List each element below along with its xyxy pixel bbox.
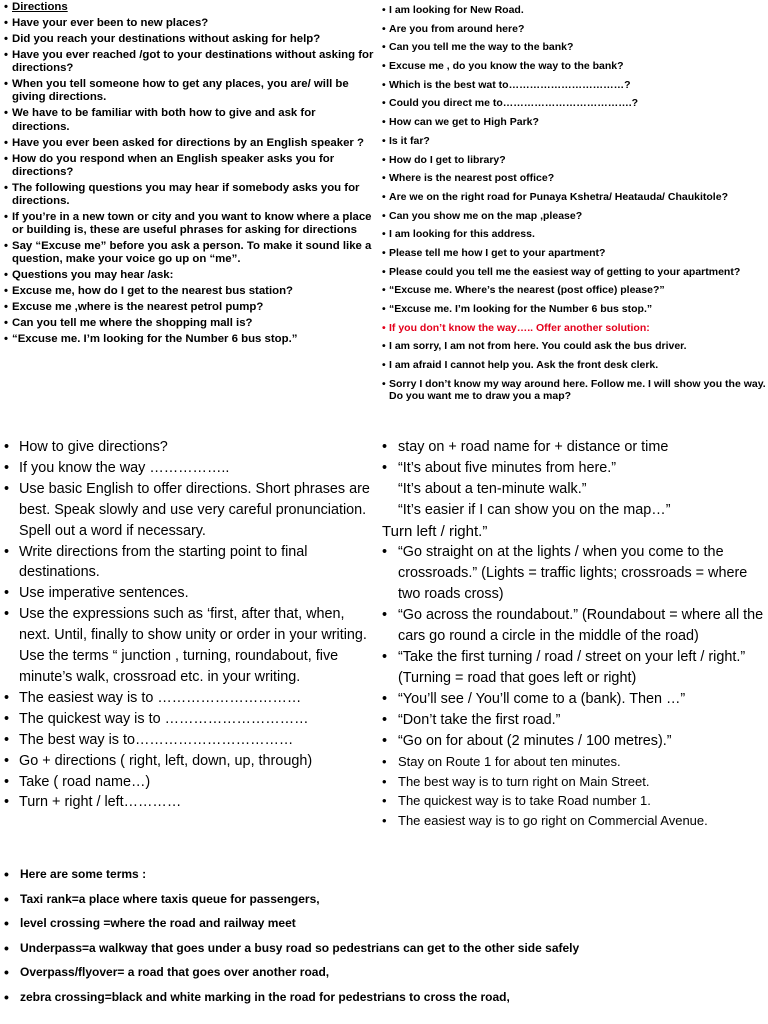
list-item: • The easiest way is to go right on Commercial Avenue. [382,811,766,831]
section-title: • Directions [4,1,376,14]
list-item: • If you know the way …………….. [4,458,376,479]
list-item: • Sorry I don’t know my way around here. Follow me. I will show you the way. Do you want me to draw you a map? [382,378,766,403]
list-item: • Use the expressions such as ‘first, after that, when, next. Until, finally to show unity or order in your writing. Use the terms “ junction , turning, roundabout, five minute’s walk, crossroad etc. in your writing. [4,604,376,688]
list-item: • Excuse me ,where is the nearest petrol pump? [4,301,376,314]
list-item: • “Go on for about (2 minutes / 100 metres).” [382,731,766,752]
list-item: • Please tell me how I get to your apartment? [382,247,766,260]
list-item: • Did you reach your destinations without asking for help? [4,33,376,46]
list-item: • Please could you tell me the easiest way of getting to your apartment? [382,266,766,279]
terms-panel [4,867,768,1014]
list-heading: Turn left / right.” [382,523,488,540]
list-item: • Can you tell me where the shopping mall is? [4,317,376,330]
list-item: • The easiest way is to ………………………… [4,688,376,709]
list-item: • When you tell someone how to get any places, you are/ will be giving directions. [4,78,376,104]
list-item: • Are we on the right road for Punaya Kshetra/ Heatauda/ Chaukitole? [382,191,766,204]
list-item: • “Excuse me. I’m looking for the Number 6 bus stop.” [4,333,376,346]
list-item: • I am sorry, I am not from here. You could ask the bus driver. [382,340,766,353]
list-item: • stay on + road name for + distance or time [382,437,766,458]
list-item: • The quickest way is to ………………………… [4,709,376,730]
list-item: • “Excuse me. I’m looking for the Number 6 bus stop.” [382,303,766,316]
list-item: • How do you respond when an English speaker asks you for directions? [4,153,376,179]
list-item: • Go + directions ( right, left, down, up, through) [4,751,376,772]
list-item: • Use imperative sentences. [4,583,376,604]
list-item: • Say “Excuse me” before you ask a person. To make it sound like a question, make your voice go up on “me”. [4,240,376,266]
list-item: “It’s about a ten-minute walk.” [398,481,587,497]
list-item: • The quickest way is to take Road number 1. [382,791,766,811]
list-item: • If you’re in a new town or city and you want to know where a place or building is, these are useful phrases for asking for directions [4,211,376,237]
list-item: • Excuse me, how do I get to the nearest bus station? [4,285,376,298]
list-item: • Questions you may hear /ask: [4,269,376,282]
list-item: • How to give directions? [4,437,376,458]
list-item: • Are you from around here? [382,23,766,36]
list-item: • “Excuse me. Where’s the nearest (post office) please?” [382,284,766,297]
list-item: • The following questions you may hear if somebody asks you for directions. [4,182,376,208]
list-item: • Take ( road name…) [4,772,376,793]
list-item: • We have to be familiar with both how to give and ask for directions. [4,107,376,133]
list-item: • Is it far? [382,135,766,148]
list-item: • Turn + right / left………… [4,792,376,813]
direction-phrases-panel [382,437,766,830]
list-item: • I am afraid I cannot help you. Ask the front desk clerk. [382,359,766,372]
direction-questions-panel [382,4,766,409]
list-item: • How can we get to High Park? [382,116,766,129]
list-item: • Stay on Route 1 for about ten minutes. [382,752,766,772]
list-item: • Taxi rank=a place where taxis queue for passengers, [4,892,768,906]
list-item: • Could you direct me to……………………………….? [382,97,766,110]
list-item: • Where is the nearest post office? [382,172,766,185]
list-item: • zebra crossing=black and white marking in the road for pedestrians to cross the road, [4,990,768,1004]
list-item: • “Don’t take the first road.” [382,710,766,731]
list-item: • I am looking for New Road. [382,4,766,17]
asking-directions-panel [4,1,376,349]
list-item: • I am looking for this address. [382,228,766,241]
list-item: “It’s easier if I can show you on the map…” [398,502,671,518]
list-item: • Have you ever been asked for directions by an English speaker ? [4,137,376,150]
list-item: • “Take the first turning / road / street on your left / right.” (Turning = road that goes left or right) [382,647,766,689]
list-item: • Underpass=a walkway that goes under a busy road so pedestrians can get to the other side safely [4,941,768,955]
list-item: • The best way is to turn right on Main Street. [382,772,766,792]
list-item: • Which is the best wat to……………………………? [382,79,766,92]
list-item: • The best way is to…………………………… [4,730,376,751]
list-item: • Here are some terms : [4,867,768,881]
list-item: • Excuse me , do you know the way to the bank? [382,60,766,73]
list-item: • “Go across the roundabout.” (Roundabout = where all the cars go round a circle in the middle of the road) [382,605,766,647]
list-item: • Have your ever been to new places? [4,17,376,30]
list-item: • Can you show me on the map ,please? [382,210,766,223]
giving-directions-panel [4,437,376,813]
list-item: • “Go straight on at the lights / when you come to the crossroads.” (Lights = traffic lights; crossroads = where two roads cross) [382,542,766,605]
list-item: • “It’s about five minutes from here.” [382,458,766,479]
list-item: • How do I get to library? [382,154,766,167]
list-item: • Overpass/flyover= a road that goes over another road, [4,965,768,979]
list-item: • Use basic English to offer directions. Short phrases are best. Speak slowly and use very careful pronunciation. Spell out a word if necessary. [4,479,376,542]
list-item: • Can you tell me the way to the bank? [382,41,766,54]
highlight-item: • If you don’t know the way….. Offer another solution: [382,322,766,335]
list-item: • Write directions from the starting point to final destinations. [4,542,376,584]
list-item: • level crossing =where the road and railway meet [4,916,768,930]
list-item: • “You’ll see / You’ll come to a (bank). Then …” [382,689,766,710]
list-item: • Have you ever reached /got to your destinations without asking for directions? [4,49,376,75]
